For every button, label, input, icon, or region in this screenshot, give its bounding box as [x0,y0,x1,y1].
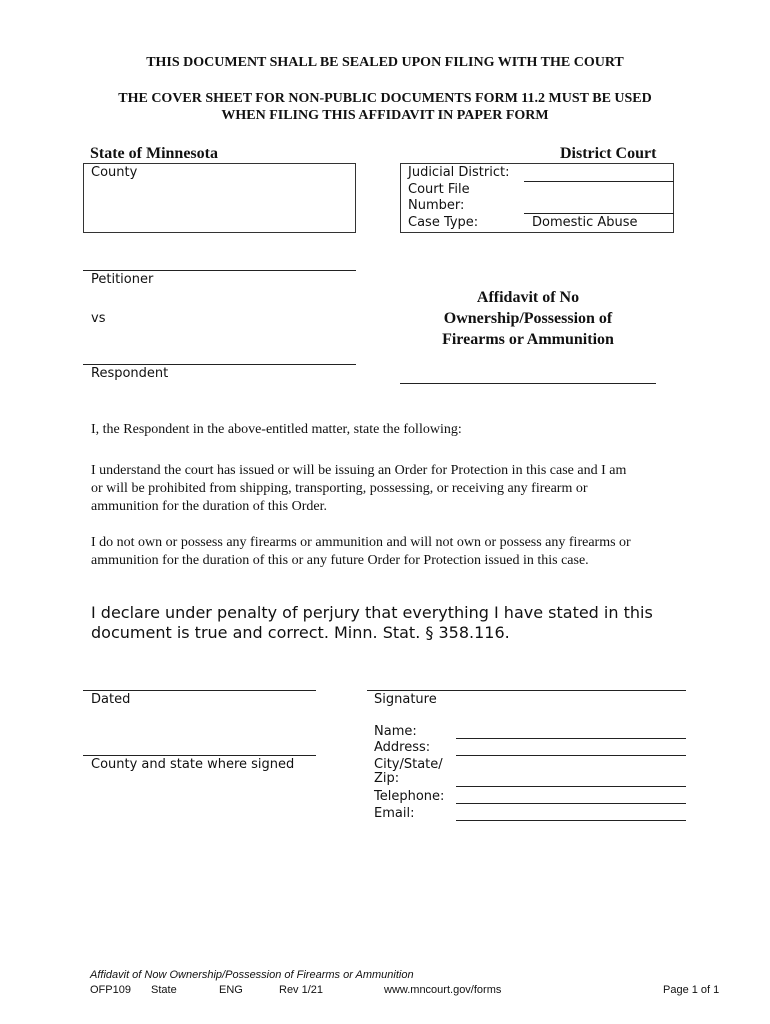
intro-statement: I, the Respondent in the above-entitled matter, state the following: [91,422,462,437]
title-line-3: Firearms or Ammunition [442,331,614,348]
document-title [400,287,656,350]
city-state-label-1: City/State/ [374,757,443,772]
para1-line3: ammunition for the duration of this Order. [91,499,328,514]
dated-field[interactable] [83,690,316,691]
address-label: Address: [374,740,431,755]
dated-label: Dated [91,692,131,707]
judicial-district-label: Judicial District: [408,165,510,180]
name-label: Name: [374,724,417,739]
footer-revision: Rev 1/21 [279,984,324,996]
para2-line1: I do not own or possess any firearms or ammunition and will not own or possess any firearms or [91,535,631,550]
perjury-declaration [91,603,653,643]
declaration-line1: I declare under penalty of perjury that everything I have stated in this [91,603,653,622]
respondent-label: Respondent [91,366,169,381]
petitioner-label: Petitioner [91,272,154,287]
footer-language: ENG [219,984,243,996]
city-state-zip-field[interactable] [456,786,686,787]
case-type-value: Domestic Abuse [532,215,638,230]
address-field[interactable] [456,755,686,756]
signature-field[interactable] [367,690,686,691]
footer-page-number: Page 1 of 1 [663,984,720,996]
title-line-1: Affidavit of No [476,289,580,306]
state-heading: State of Minnesota [90,145,218,162]
signature-label: Signature [374,692,437,707]
footer-website-link[interactable]: www.mncourt.gov/forms [384,984,502,996]
vs-label: vs [91,311,106,326]
name-field[interactable] [456,738,686,739]
cover-sheet-notice-line1: THE COVER SHEET FOR NON-PUBLIC DOCUMENTS FORM 11.2 MUST BE USED [118,91,652,106]
case-type-label: Case Type: [408,215,479,230]
cover-sheet-notice-line2: WHEN FILING THIS AFFIDAVIT IN PAPER FORM [221,108,549,123]
court-file-label-1: Court File [408,182,470,197]
court-file-label-2: Number: [408,198,465,213]
sealed-notice: THIS DOCUMENT SHALL BE SEALED UPON FILING WITH THE COURT [146,55,624,70]
footer-form-title: Affidavit of Now Ownership/Possession of Firearms or Ammunition [90,969,414,981]
para1-line1: I understand the court has issued or will be issuing an Order for Protection in this case and I am [91,463,627,478]
telephone-label: Telephone: [374,789,445,804]
declaration-line2: document is true and correct. Minn. Stat. § 358.116. [91,623,510,642]
para2-line2: ammunition for the duration of this or any future Order for Protection issued in this case. [91,553,589,568]
paragraph-order-understanding [91,462,626,516]
petitioner-line[interactable] [83,270,356,271]
title-line-2: Ownership/Possession of [443,310,613,327]
county-state-label: County and state where signed [91,757,295,772]
telephone-field[interactable] [456,803,686,804]
county-state-field[interactable] [83,755,316,756]
city-state-label-2: Zip: [374,771,400,786]
respondent-line[interactable] [83,364,356,365]
footer-form-code: OFP109 [90,984,131,996]
judicial-district-field[interactable] [524,181,674,182]
paragraph-no-firearms [91,534,631,570]
court-file-number-field[interactable] [524,213,674,214]
footer-jurisdiction: State [151,984,177,996]
para1-line2: or will be prohibited from shipping, transporting, possessing, or receiving any firearm or [91,481,588,496]
title-underline [400,383,656,384]
county-label: County [91,165,138,180]
court-heading: District Court [560,145,657,162]
email-label: Email: [374,806,415,821]
email-field[interactable] [456,820,686,821]
